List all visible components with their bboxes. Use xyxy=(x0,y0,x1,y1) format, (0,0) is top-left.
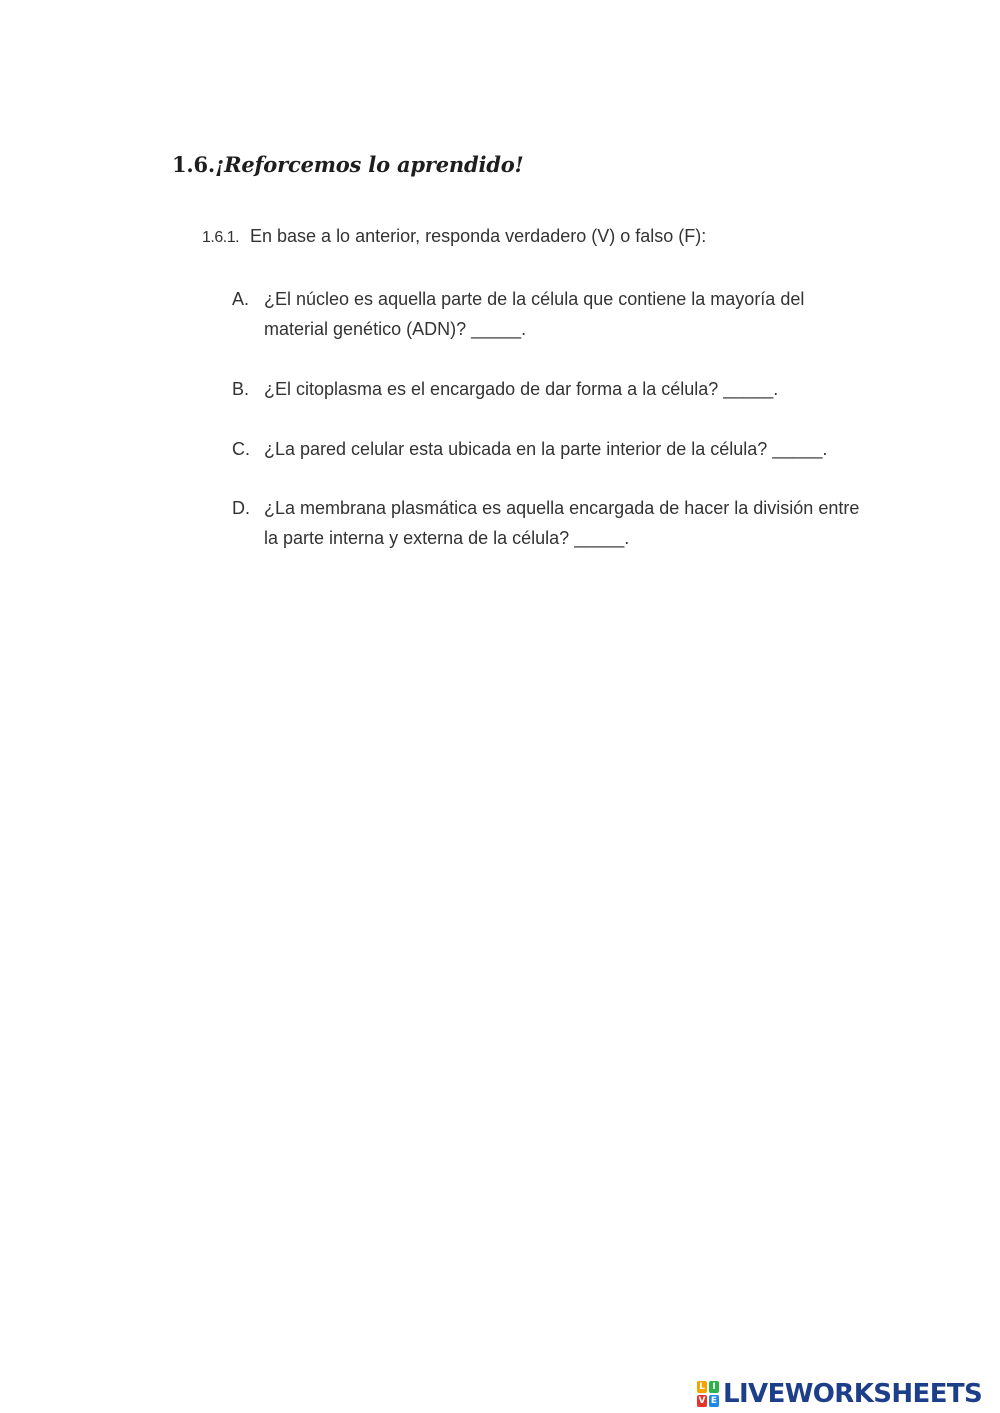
logo-letter-v: V xyxy=(698,1396,706,1406)
section-title xyxy=(172,152,524,177)
logo-letter-i: I xyxy=(709,1381,719,1393)
logo-icon xyxy=(697,1381,719,1407)
question-letter: B. xyxy=(232,379,250,399)
question-c xyxy=(232,434,872,464)
brand-text: LIVEWORKSHEETS xyxy=(723,1379,983,1409)
section-title-text: ¡Reforcemos lo aprendido! xyxy=(215,152,524,177)
question-letter: C. xyxy=(232,439,250,459)
question-letter: D. xyxy=(232,498,250,518)
subsection-instructions: En base a lo anterior, responda verdadero (V) o falso (F): xyxy=(250,226,707,246)
liveworksheets-logo xyxy=(697,1378,982,1410)
section-number: 1.6. xyxy=(172,152,216,177)
question-list xyxy=(232,284,872,553)
subsection-heading xyxy=(202,226,706,247)
logo-letter-l: L xyxy=(697,1381,707,1393)
question-text: ¿La pared celular esta ubicada en la parte interior de la célula? _____. xyxy=(264,439,828,459)
question-d xyxy=(232,493,872,553)
question-text: ¿El citoplasma es el encargado de dar forma a la célula? _____. xyxy=(264,379,779,399)
subsection-number: 1.6.1. xyxy=(202,229,240,246)
question-a xyxy=(232,284,872,344)
question-letter: A. xyxy=(232,289,250,309)
question-text: ¿El núcleo es aquella parte de la célula que contiene la mayoría del material genético (ADN)? _____. xyxy=(264,289,805,339)
question-b xyxy=(232,374,872,404)
logo-letter-e: E xyxy=(710,1396,718,1406)
question-text: ¿La membrana plasmática es aquella encargada de hacer la división entre la parte interna y externa de la célula? _____. xyxy=(264,498,860,548)
